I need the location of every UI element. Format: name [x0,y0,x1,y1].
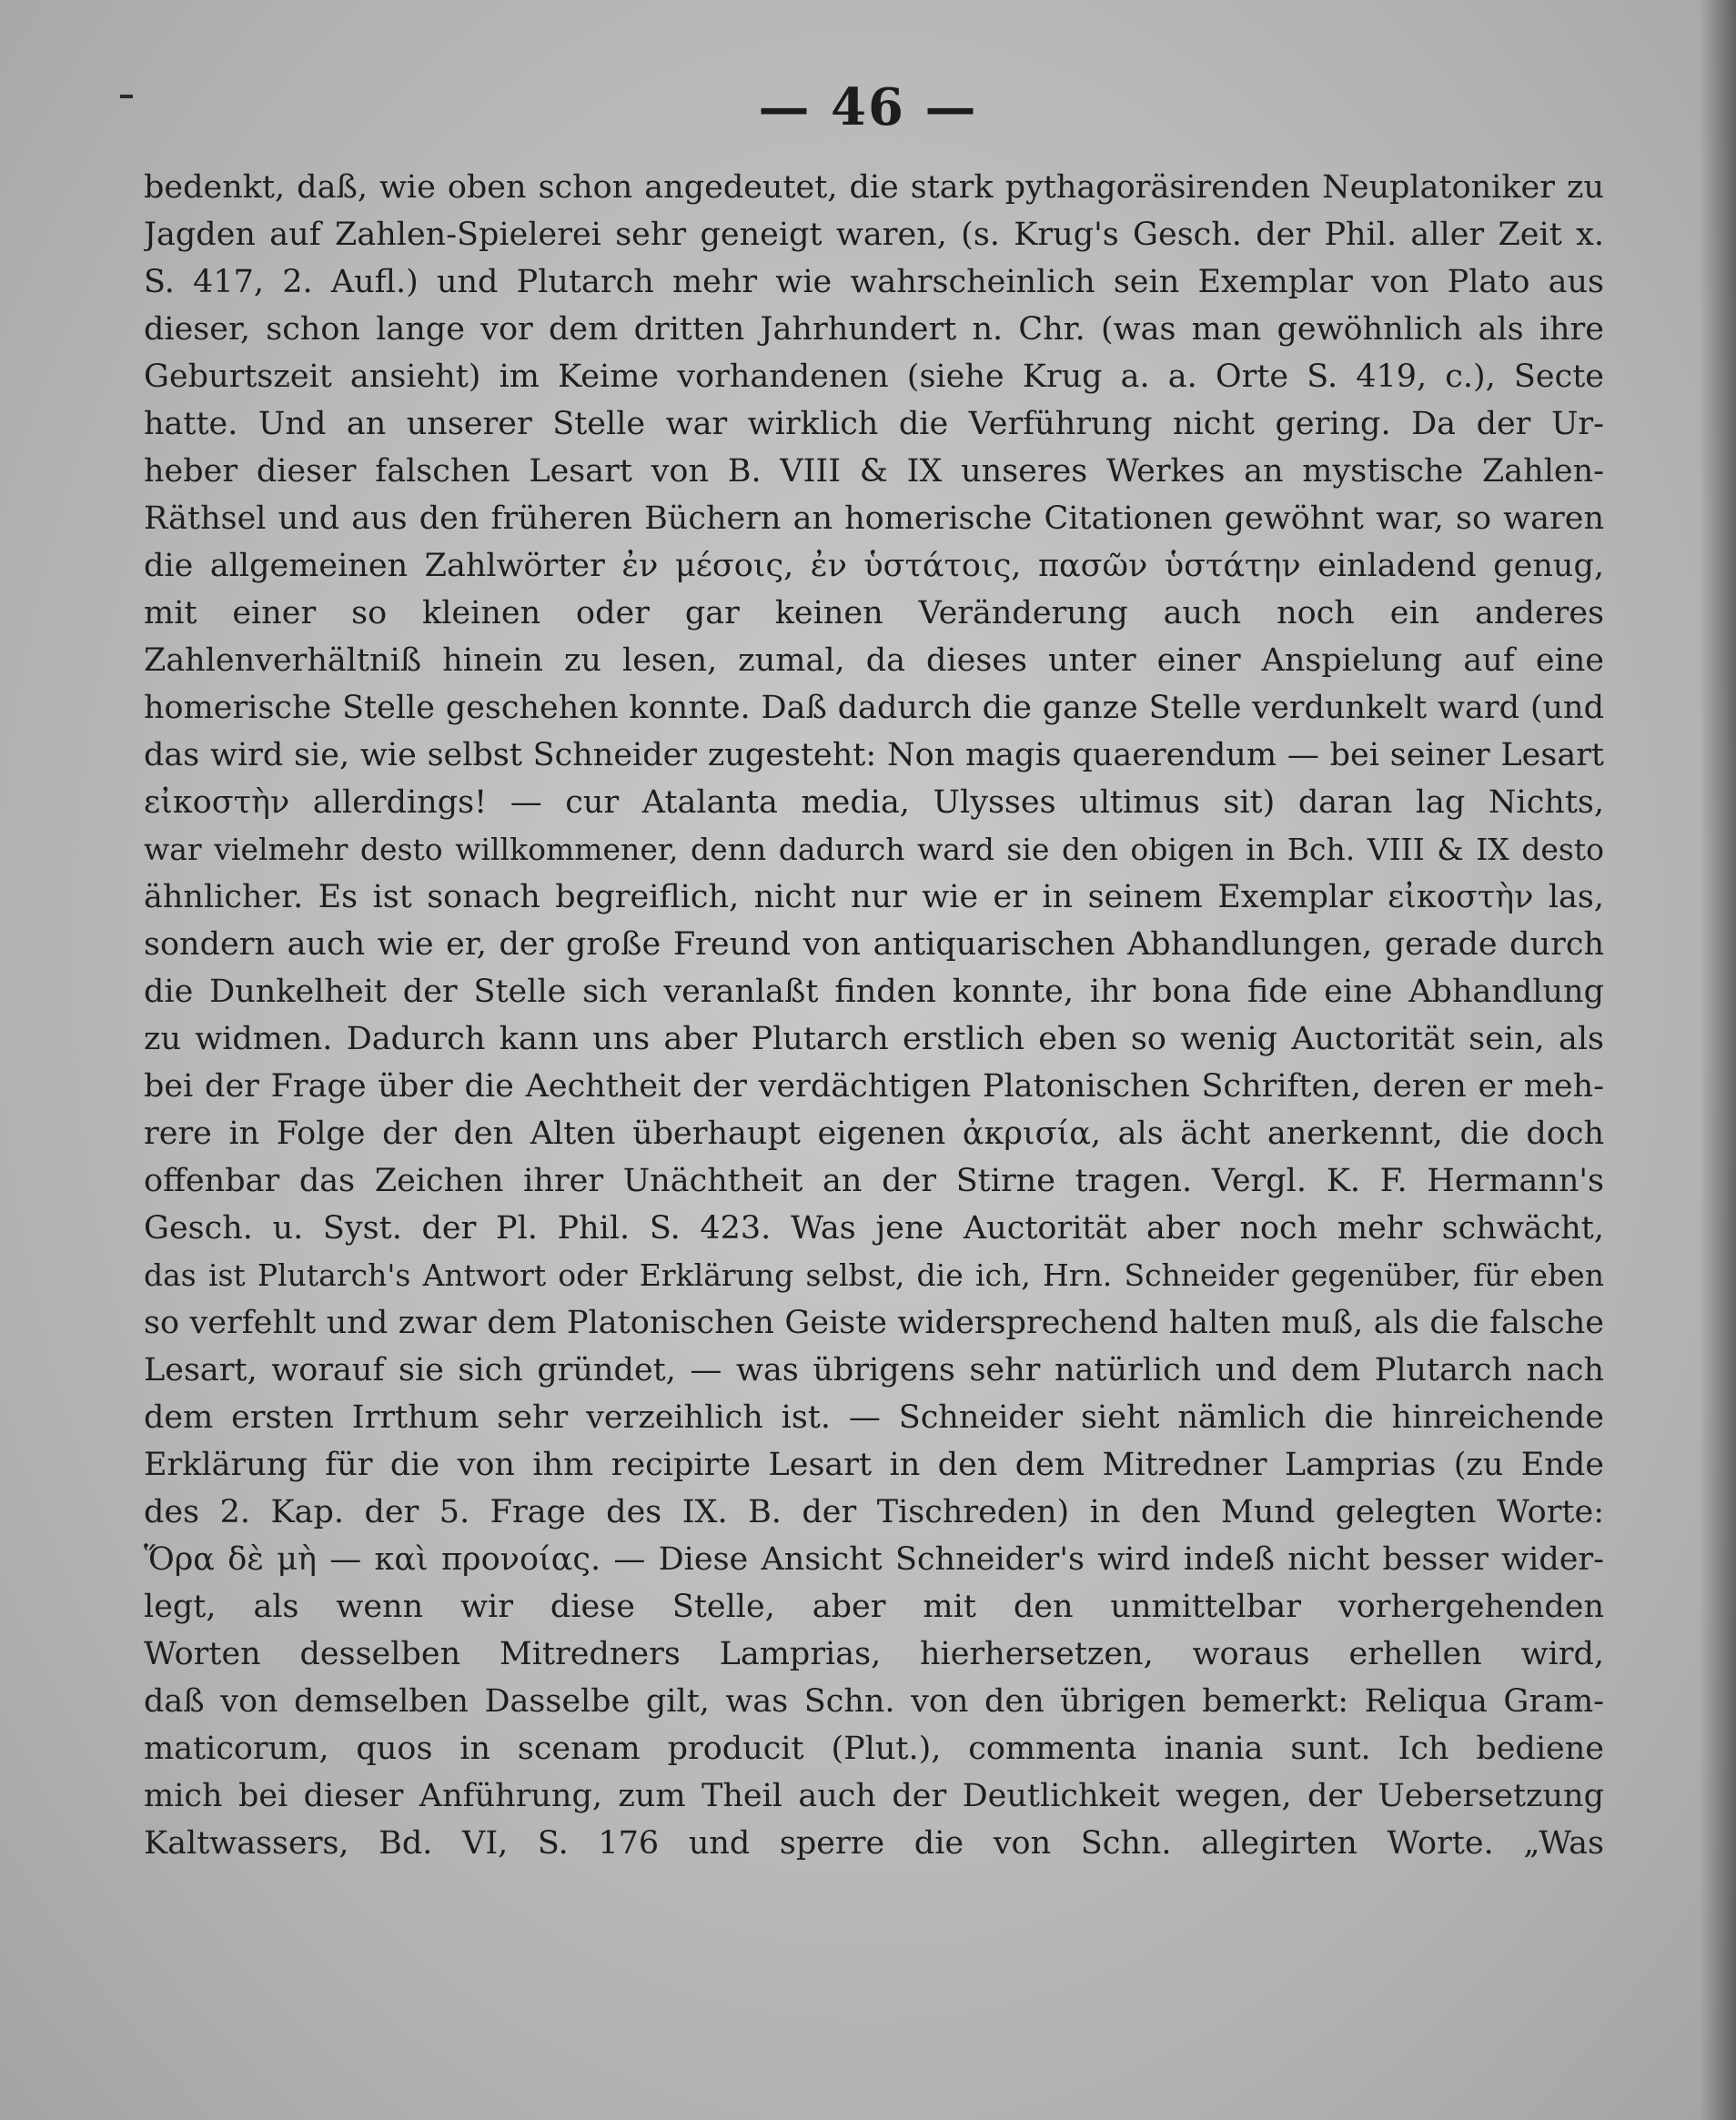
text-line: das wird sie, wie selbst Schneider zugesteht: Non magis quaerendum — bei seiner Lesart [144,737,1604,773]
text-line: die Dunkelheit der Stelle sich veranlaßt finden konnte, ihr bona fide eine Abhandlung [144,974,1604,1010]
text-line: Erklärung für die von ihm recipirte Lesart in den dem Mitredner Lamprias (zu Ende [144,1447,1604,1483]
text-line: maticorum, quos in scenam producit (Plut.), commenta inania sunt. Ich bediene [144,1731,1604,1767]
text-line: homerische Stelle geschehen konnte. Daß dadurch die ganze Stelle verdunkelt ward (und [144,690,1604,726]
text-line: das ist Plutarch's Antwort oder Erklärung selbst, die ich, Hrn. Schneider gegenüber, für eben [144,1257,1604,1293]
text-line: offenbar das Zeichen ihrer Unächtheit an der Stirne tragen. Vergl. K. F. Hermann's [144,1163,1604,1199]
text-line: rere in Folge der den Alten überhaupt eigenen ἀκρισία, als ächt anerkennt, die doch [144,1116,1604,1152]
text-line: Ὅρα δὲ μὴ — καὶ προνοίας. — Diese Ansicht Schneider's wird indeß nicht besser wider- [144,1541,1604,1578]
text-line: die allgemeinen Zahlwörter ἐν μέσοις, ἐν ὑστάτοις, πασῶν ὑστάτην einladend genug, [144,548,1604,584]
text-line: Zahlenverhältniß hinein zu lesen, zumal, da dieses unter einer Anspielung auf eine [144,642,1604,679]
text-line: Gesch. u. Syst. der Pl. Phil. S. 423. Was jene Auctorität aber noch mehr schwächt, [144,1210,1604,1247]
text-line: war vielmehr desto willkommener, denn dadurch ward sie den obigen in Bch. VIII & IX desto [144,832,1604,867]
text-line: ähnlicher. Es ist sonach begreiflich, nicht nur wie er in seinem Exemplar εἰκοστὴν las, [144,879,1604,915]
text-line: heber dieser falschen Lesart von B. VIII & IX unseres Werkes an mystische Zahlen- [144,453,1604,490]
text-line: des 2. Kap. der 5. Frage des IX. B. der Tischreden) in den Mund gelegten Worte: [144,1494,1604,1530]
text-line: Räthsel und aus den früheren Büchern an homerische Citationen gewöhnt war, so waren [144,500,1604,537]
text-line: mit einer so kleinen oder gar keinen Veränderung auch noch ein anderes [144,595,1604,631]
text-line: sondern auch wie er, der große Freund von antiquarischen Abhandlungen, gerade durch [144,926,1604,963]
text-line: dieser, schon lange vor dem dritten Jahrhundert n. Chr. (was man gewöhnlich als ihre [144,311,1604,348]
page-number-header: — 46 — [758,77,978,137]
text-line: dem ersten Irrthum sehr verzeihlich ist. — Schneider sieht nämlich die hinreichende [144,1399,1604,1436]
text-line: so verfehlt und zwar dem Platonischen Geiste widersprechend halten muß, als die falsche [144,1305,1604,1341]
text-line: bedenkt, daß, wie oben schon angedeutet, die stark pythagoräsirenden Neuplatoniker zu [144,169,1604,206]
text-line: Geburtszeit ansieht) im Keime vorhandenen (siehe Krug a. a. Orte S. 419, c.), Secte [144,358,1604,395]
text-line: daß von demselben Dasselbe gilt, was Schn. von den übrigen bemerkt: Reliqua Gram- [144,1683,1604,1720]
text-line: Kaltwassers, Bd. VI, S. 176 und sperre die von Schn. allegirten Worte. „Was [144,1825,1604,1862]
text-line: εἰκοστὴν allerdings! — cur Atalanta media, Ulysses ultimus sit) daran lag Nichts, [144,784,1604,821]
text-line: Jagden auf Zahlen-Spielerei sehr geneigt waren, (s. Krug's Gesch. der Phil. aller Zeit x. [144,217,1604,253]
text-line: bei der Frage über die Aechtheit der verdächtigen Platonischen Schriften, deren er meh- [144,1068,1604,1105]
text-line: legt, als wenn wir diese Stelle, aber mit den unmittelbar vorhergehenden [144,1589,1604,1625]
text-line: S. 417, 2. Aufl.) und Plutarch mehr wie wahrscheinlich sein Exemplar von Plato aus [144,264,1604,300]
body-text [144,164,1604,1867]
text-line: Lesart, worauf sie sich gründet, — was übrigens sehr natürlich und dem Plutarch nach [144,1352,1604,1388]
text-line: Worten desselben Mitredners Lamprias, hierhersetzen, woraus erhellen wird, [144,1636,1604,1672]
text-line: zu widmen. Dadurch kann uns aber Plutarch erstlich eben so wenig Auctorität sein, als [144,1021,1604,1057]
text-line: hatte. Und an unserer Stelle war wirklich die Verführung nicht gering. Da der Ur- [144,406,1604,442]
text-line: mich bei dieser Anführung, zum Theil auch der Deutlichkeit wegen, der Uebersetzung [144,1778,1604,1814]
